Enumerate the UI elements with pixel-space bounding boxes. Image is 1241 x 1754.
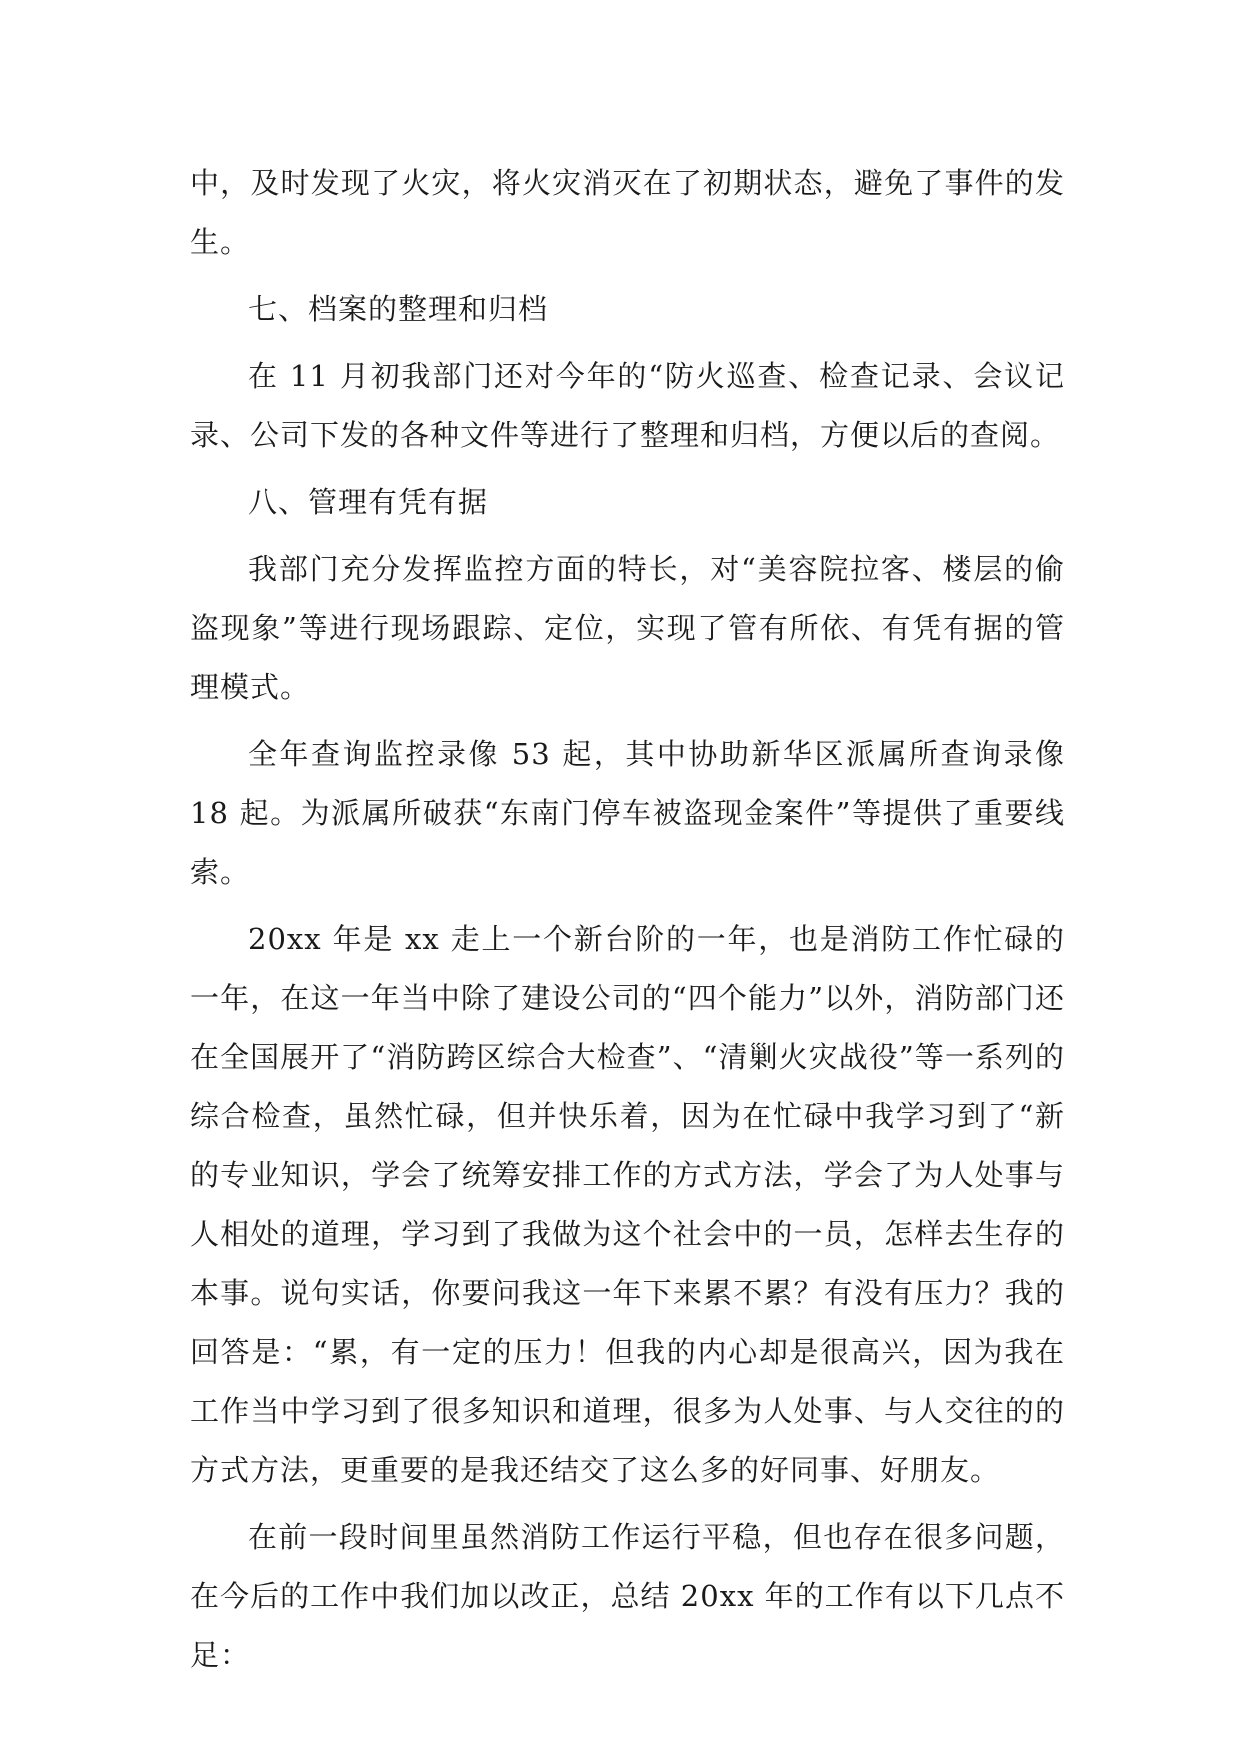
document-body <box>190 154 1065 1693</box>
paragraph-monitoring-strengths: 我部门充分发挥监控方面的特长，对“美容院拉客、楼层的偷盗现象”等进行现场跟踪、定位，实现了管有所依、有凭有据的管理模式。 <box>190 552 1065 704</box>
paragraph-shortcomings-intro: 在前一段时间里虽然消防工作运行平稳，但也存在很多问题，在今后的工作中我们加以改正，总结 20xx 年的工作有以下几点不足： <box>190 1520 1065 1672</box>
paragraph-fire-prevention-continuation: 中，及时发现了火灾，将火灾消灭在了初期状态，避免了事件的发生。 <box>190 166 1065 259</box>
paragraph-surveillance-queries: 全年查询监控录像 53 起，其中协助新华区派属所查询录像 18 起。为派属所破获“东南门停车被盗现金案件”等提供了重要线索。 <box>190 737 1065 889</box>
paragraph-year-review: 20xx 年是 xx 走上一个新台阶的一年，也是消防工作忙碌的一年，在这一年当中除了建设公司的“四个能力”以外，消防部门还在全国展开了“消防跨区综合大检查”、“清剿火灾战役”等一系列的综合检查，虽然忙碌，但并快乐着，因为在忙碌中我学习到了“新的专业知识，学会了统筹安排工作的方式方法，学会了为人处事与人相处的道理，学习到了我做为这个社会中的一员，怎样去生存的本事。说句实话，你要问我这一年下来累不累？有没有压力？我的回答是：“累，有一定的压力！但我的内心却是很高兴，因为我在工作当中学习到了很多知识和道理，很多为人处事、与人交往的的方式方法，更重要的是我还结交了这么多的好同事、好朋友。 <box>190 922 1065 1487</box>
heading-management-evidence: 八、管理有凭有据 <box>248 485 489 519</box>
heading-archive-organization: 七、档案的整理和归档 <box>248 292 549 326</box>
paragraph-archive-organization: 在 11 月初我部门还对今年的“防火巡查、检查记录、会议记录、公司下发的各种文件等进行了整理和归档，方便以后的查阅。 <box>190 359 1065 452</box>
